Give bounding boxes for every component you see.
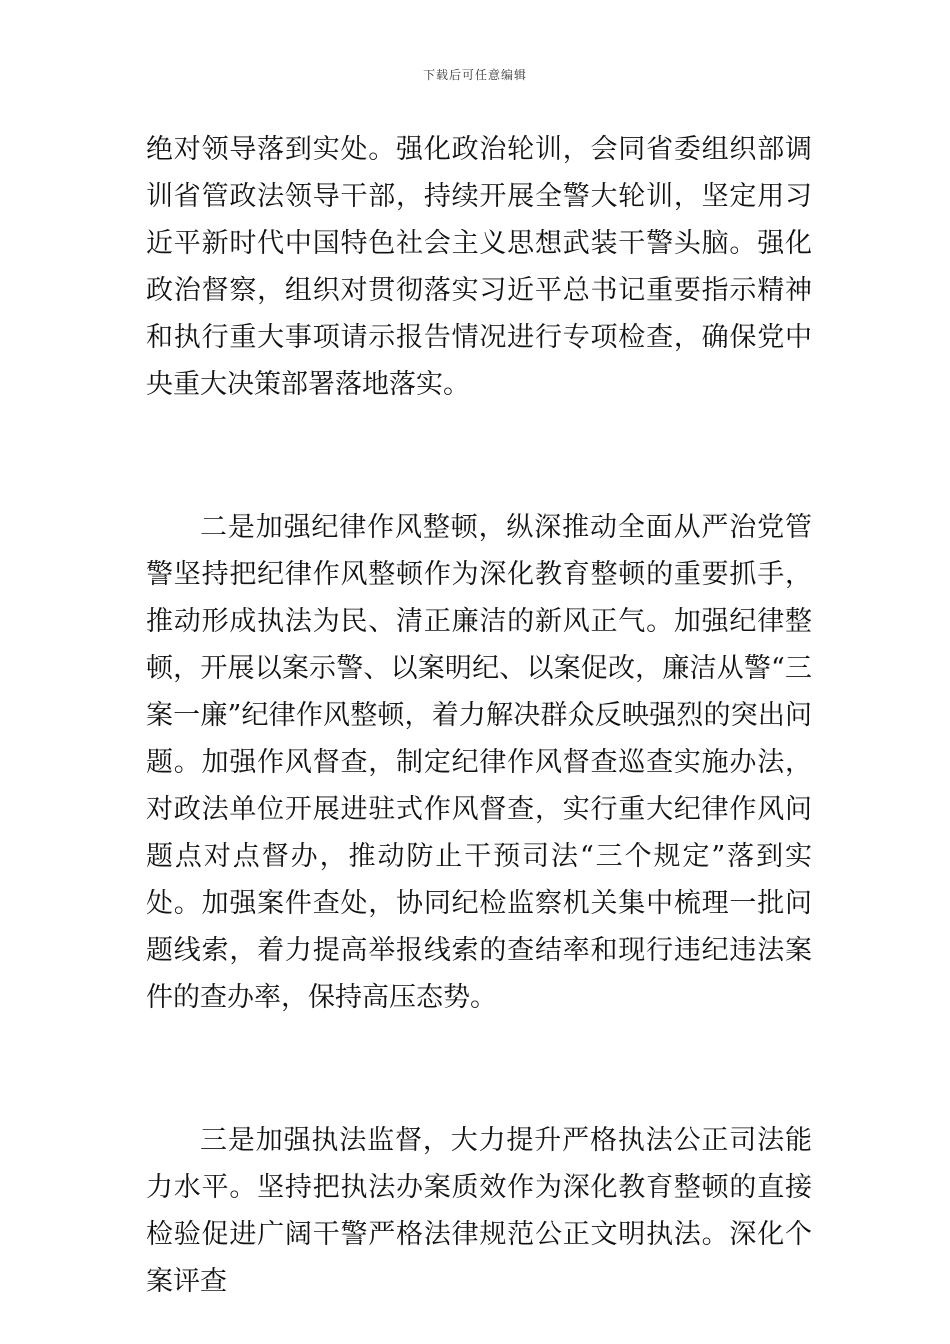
- document-body: [146, 126, 812, 1305]
- page-header-note: 下载后可任意编辑: [422, 68, 527, 82]
- paragraph-gap: [146, 408, 812, 504]
- paragraph-continuation: 绝对领导落到实处。强化政治轮训，会同省委组织部调训省管政法领导干部，持续开展全警大轮训，坚定用习近平新时代中国特色社会主义思想武装干警头脑。强化政治督察，组织对贯彻落实习近平总书记重要指示精神和执行重大事项请示报告情况进行专项检查，确保党中央重大决策部署落地落实。: [146, 134, 812, 400]
- paragraph-gap: [146, 1021, 812, 1117]
- paragraph-discipline: 二是加强纪律作风整顿，纵深推动全面从严治党管警坚持把纪律作风整顿作为深化教育整顿的重要抓手，推动形成执法为民、清正廉洁的新风正气。加强纪律整顿，开展以案示警、以案明纪、以案促改，廉洁从警“三案一廉”纪律作风整顿，着力解决群众反映强烈的突出问题。加强作风督查，制定纪律作风督查巡查实施办法，对政法单位开展进驻式作风督查，实行重大纪律作风问题点对点督办，推动防止干预司法“三个规定”落到实处。加强案件查处，协同纪检监察机关集中梳理一批问题线索，着力提高举报线索的查结率和现行违纪违法案件的查办率，保持高压态势。: [146, 512, 812, 1013]
- paragraph-law-enforcement: 三是加强执法监督，大力提升严格执法公正司法能力水平。坚持把执法办案质效作为深化教育整顿的直接检验促进广阔干警严格法律规范公正文明执法。深化个案评查: [146, 1125, 812, 1297]
